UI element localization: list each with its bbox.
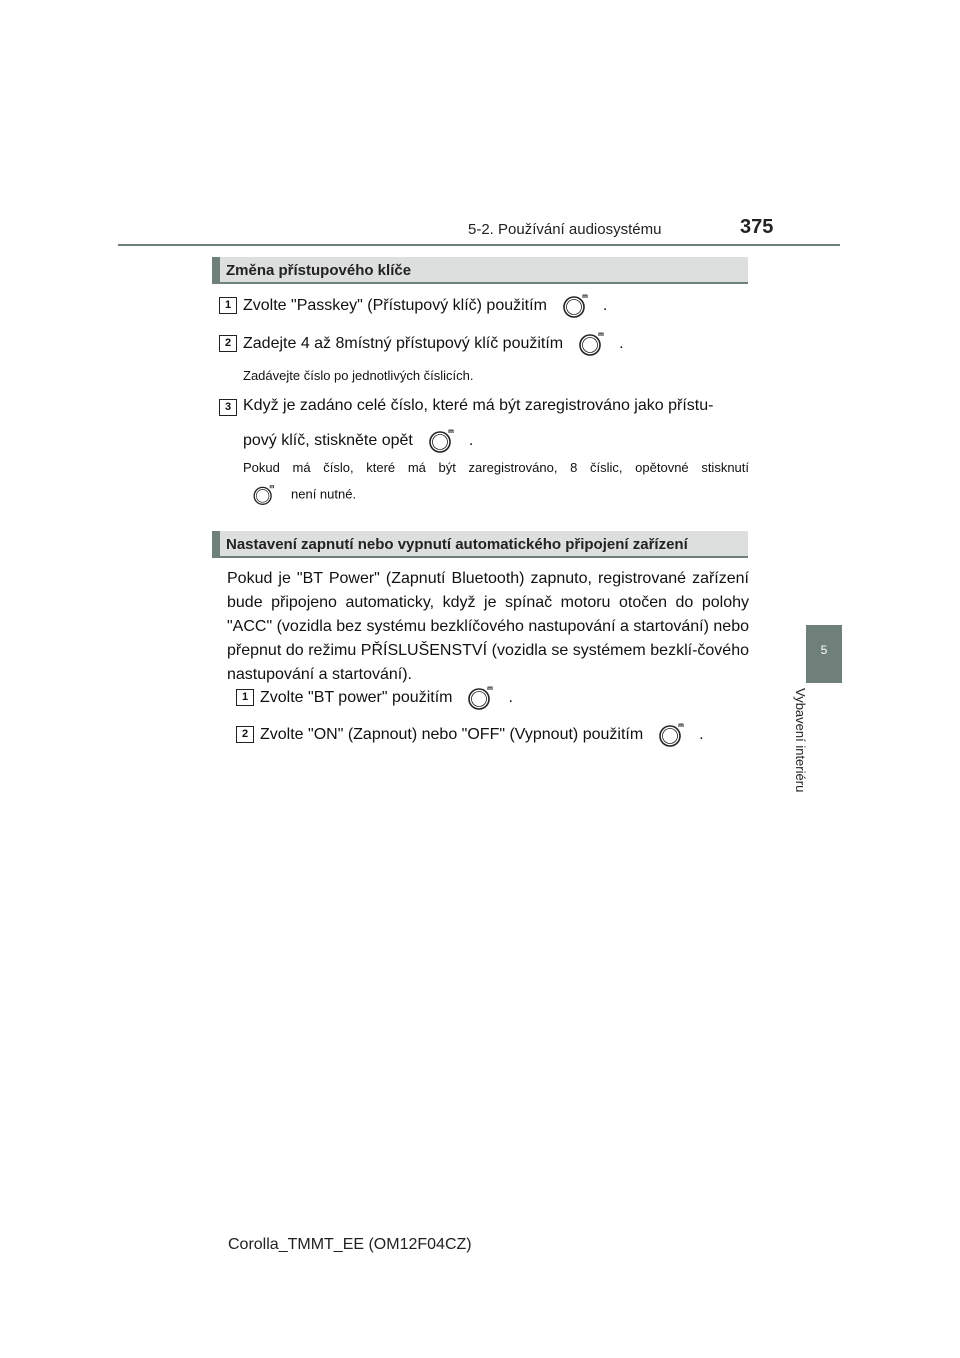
step-2-passkey <box>243 331 624 357</box>
tune-knob-icon <box>561 293 595 319</box>
step-text: Zvolte "ON" (Zapnout) nebo "OFF" (Vypnout) použitím <box>260 726 644 744</box>
step-number: 1 <box>236 689 254 706</box>
chapter-number: 5 <box>820 643 828 657</box>
page-number: 375 <box>740 216 774 238</box>
step-number: 1 <box>219 297 237 314</box>
step-end: . <box>602 297 608 315</box>
tune-knob-icon <box>657 722 691 748</box>
step-text: Zvolte "Passkey" (Přístupový klíč) použitím <box>243 297 547 315</box>
step-end: . <box>468 432 474 450</box>
note-step-3-line2 <box>251 484 356 506</box>
manual-id: Corolla_TMMT_EE (OM12F04CZ) <box>228 1236 472 1253</box>
section-title-auto-connect: Nastavení zapnutí nebo vypnutí automatického připojení zařízení <box>212 531 748 558</box>
tune-knob-icon <box>577 331 611 357</box>
step-3-line2 <box>243 428 473 454</box>
step-1-bt-power <box>260 685 513 711</box>
tune-knob-icon <box>251 484 281 506</box>
note-text: není nutné. <box>291 486 357 502</box>
step-number: 3 <box>219 399 237 416</box>
note-step-2: Zadávejte číslo po jednotlivých číslicích. <box>243 368 474 383</box>
section-title-passkey: Změna přístupového klíče <box>212 257 748 284</box>
step-3-line1: Když je zadáno celé číslo, které má být zaregistrováno jako přístu- <box>243 397 714 414</box>
chapter-tab <box>806 625 842 683</box>
auto-connect-paragraph: Pokud je "BT Power" (Zapnutí Bluetooth) zapnuto, registrované zařízení bude připojeno automaticky, když je spínač motoru otočen do polohy "ACC" (vozidla bez systému bezklíčového nastupování a startování) nebo přepnut do režimu PŘÍSLUŠENSTVÍ (vozidla se systémem bezklí-čového nastupování a startování). <box>227 570 749 683</box>
step-number: 2 <box>236 726 254 743</box>
step-text: Zadejte 4 až 8místný přístupový klíč použitím <box>243 335 564 353</box>
step-end: . <box>508 689 513 707</box>
step-text: Zvolte "BT power" použitím <box>260 689 453 707</box>
section-header: 5-2. Používání audiosystému <box>468 221 662 238</box>
step-2-on-off <box>260 722 704 748</box>
tune-knob-icon <box>427 428 461 454</box>
step-end: . <box>699 726 704 744</box>
step-text: pový klíč, stiskněte opět <box>243 432 413 450</box>
note-step-3-line1: Pokud má číslo, které má být zaregistrováno, 8 číslic, opětovné stisknutí <box>243 460 749 475</box>
chapter-label: Vybavení interiéru <box>793 688 808 793</box>
step-number: 2 <box>219 335 237 352</box>
step-1-passkey <box>243 293 607 319</box>
step-end: . <box>619 335 624 353</box>
tune-knob-icon <box>466 685 500 711</box>
header-divider <box>118 244 840 246</box>
